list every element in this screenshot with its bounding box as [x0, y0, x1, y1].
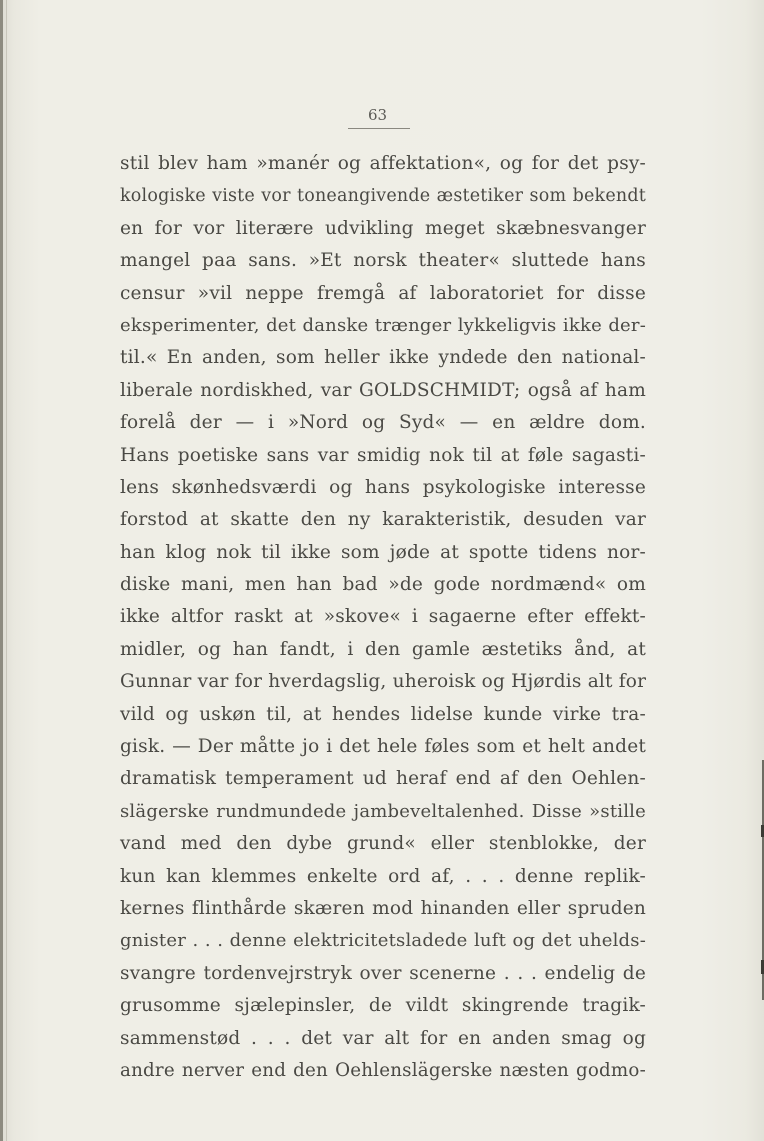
text-line: dramatisk temperament ud heraf end af den Oehlen- — [120, 768, 646, 790]
text-line: lens skønhedsværdi og hans psykologiske interesse — [120, 476, 646, 498]
text-line: midler, og han fandt, i den gamle æstetiks ånd, at — [120, 638, 646, 660]
text-line: Hans poetiske sans var smidig nok til at føle sagasti- — [120, 444, 646, 466]
text-line: kologiske viste vor toneangivende æstetiker som bekendt — [120, 186, 646, 207]
text-line: grusomme sjælepinsler, de vildt skingrende tragik- — [120, 995, 646, 1017]
text-line: slägerske rundmundede jambeveltalenhed. Disse »stille — [120, 800, 646, 822]
page-inner-edge — [6, 0, 7, 1141]
page-number-rule — [348, 128, 410, 129]
text-line: stil blev ham »manér og affektation«, og for det psy- — [120, 153, 646, 174]
page-number: 63 — [368, 106, 388, 124]
text-line: Gunnar var for hverdagslig, uheroisk og Hjørdis alt for — [120, 671, 647, 693]
text-line: kun kan klemmes enkelte ord af, . . . denne replik- — [120, 865, 646, 887]
text-line: kernes flinthårde skæren mod hinanden eller spruden — [120, 897, 646, 919]
text-line: vild og uskøn til, at hendes lidelse kunde virke tra- — [120, 703, 646, 725]
text-line: eksperimenter, det danske trænger lykkeligvis ikke der- — [120, 314, 646, 336]
text-line: vand med den dybe grund« eller stenblokke, der — [120, 833, 646, 855]
text-line: liberale nordiskhed, var GOLDSCHMIDT; også af ham — [120, 379, 646, 401]
text-line: forelå der — i »Nord og Syd« — en ældre dom. — [120, 412, 646, 434]
text-line: til.« En anden, som heller ikke yndede den national- — [120, 347, 646, 369]
text-line: diske mani, men han bad »de gode nordmænd« om — [120, 574, 646, 596]
text-line: sammenstød . . . det var alt for en anden smag og — [120, 1027, 646, 1049]
body-text — [120, 148, 646, 1087]
text-line: mangel paa sans. »Et norsk theater« sluttede hans — [120, 250, 646, 272]
text-line: svangre tordenvejrstryk over scenerne . . . endelig de — [120, 962, 646, 984]
text-line: censur »vil neppe fremgå af laboratoriet for disse — [120, 282, 646, 304]
text-line: han klog nok til ikke som jøde at spotte tidens nor- — [120, 541, 646, 563]
text-line: andre nerver end den Oehlenslägerske næsten godmo- — [120, 1059, 646, 1081]
text-line: gisk. — Der måtte jo i det hele føles som et helt andet — [120, 736, 646, 758]
page-binding-edge — [0, 0, 3, 1141]
text-line: en for vor literære udvikling meget skæbnesvanger — [120, 217, 646, 239]
text-line: gnister . . . denne elektricitetsladede luft og det uhelds- — [120, 930, 646, 952]
text-line: ikke altfor raskt at »skove« i sagaerne efter effekt- — [120, 606, 646, 628]
text-line: forstod at skatte den ny karakteristik, desuden var — [120, 509, 646, 531]
